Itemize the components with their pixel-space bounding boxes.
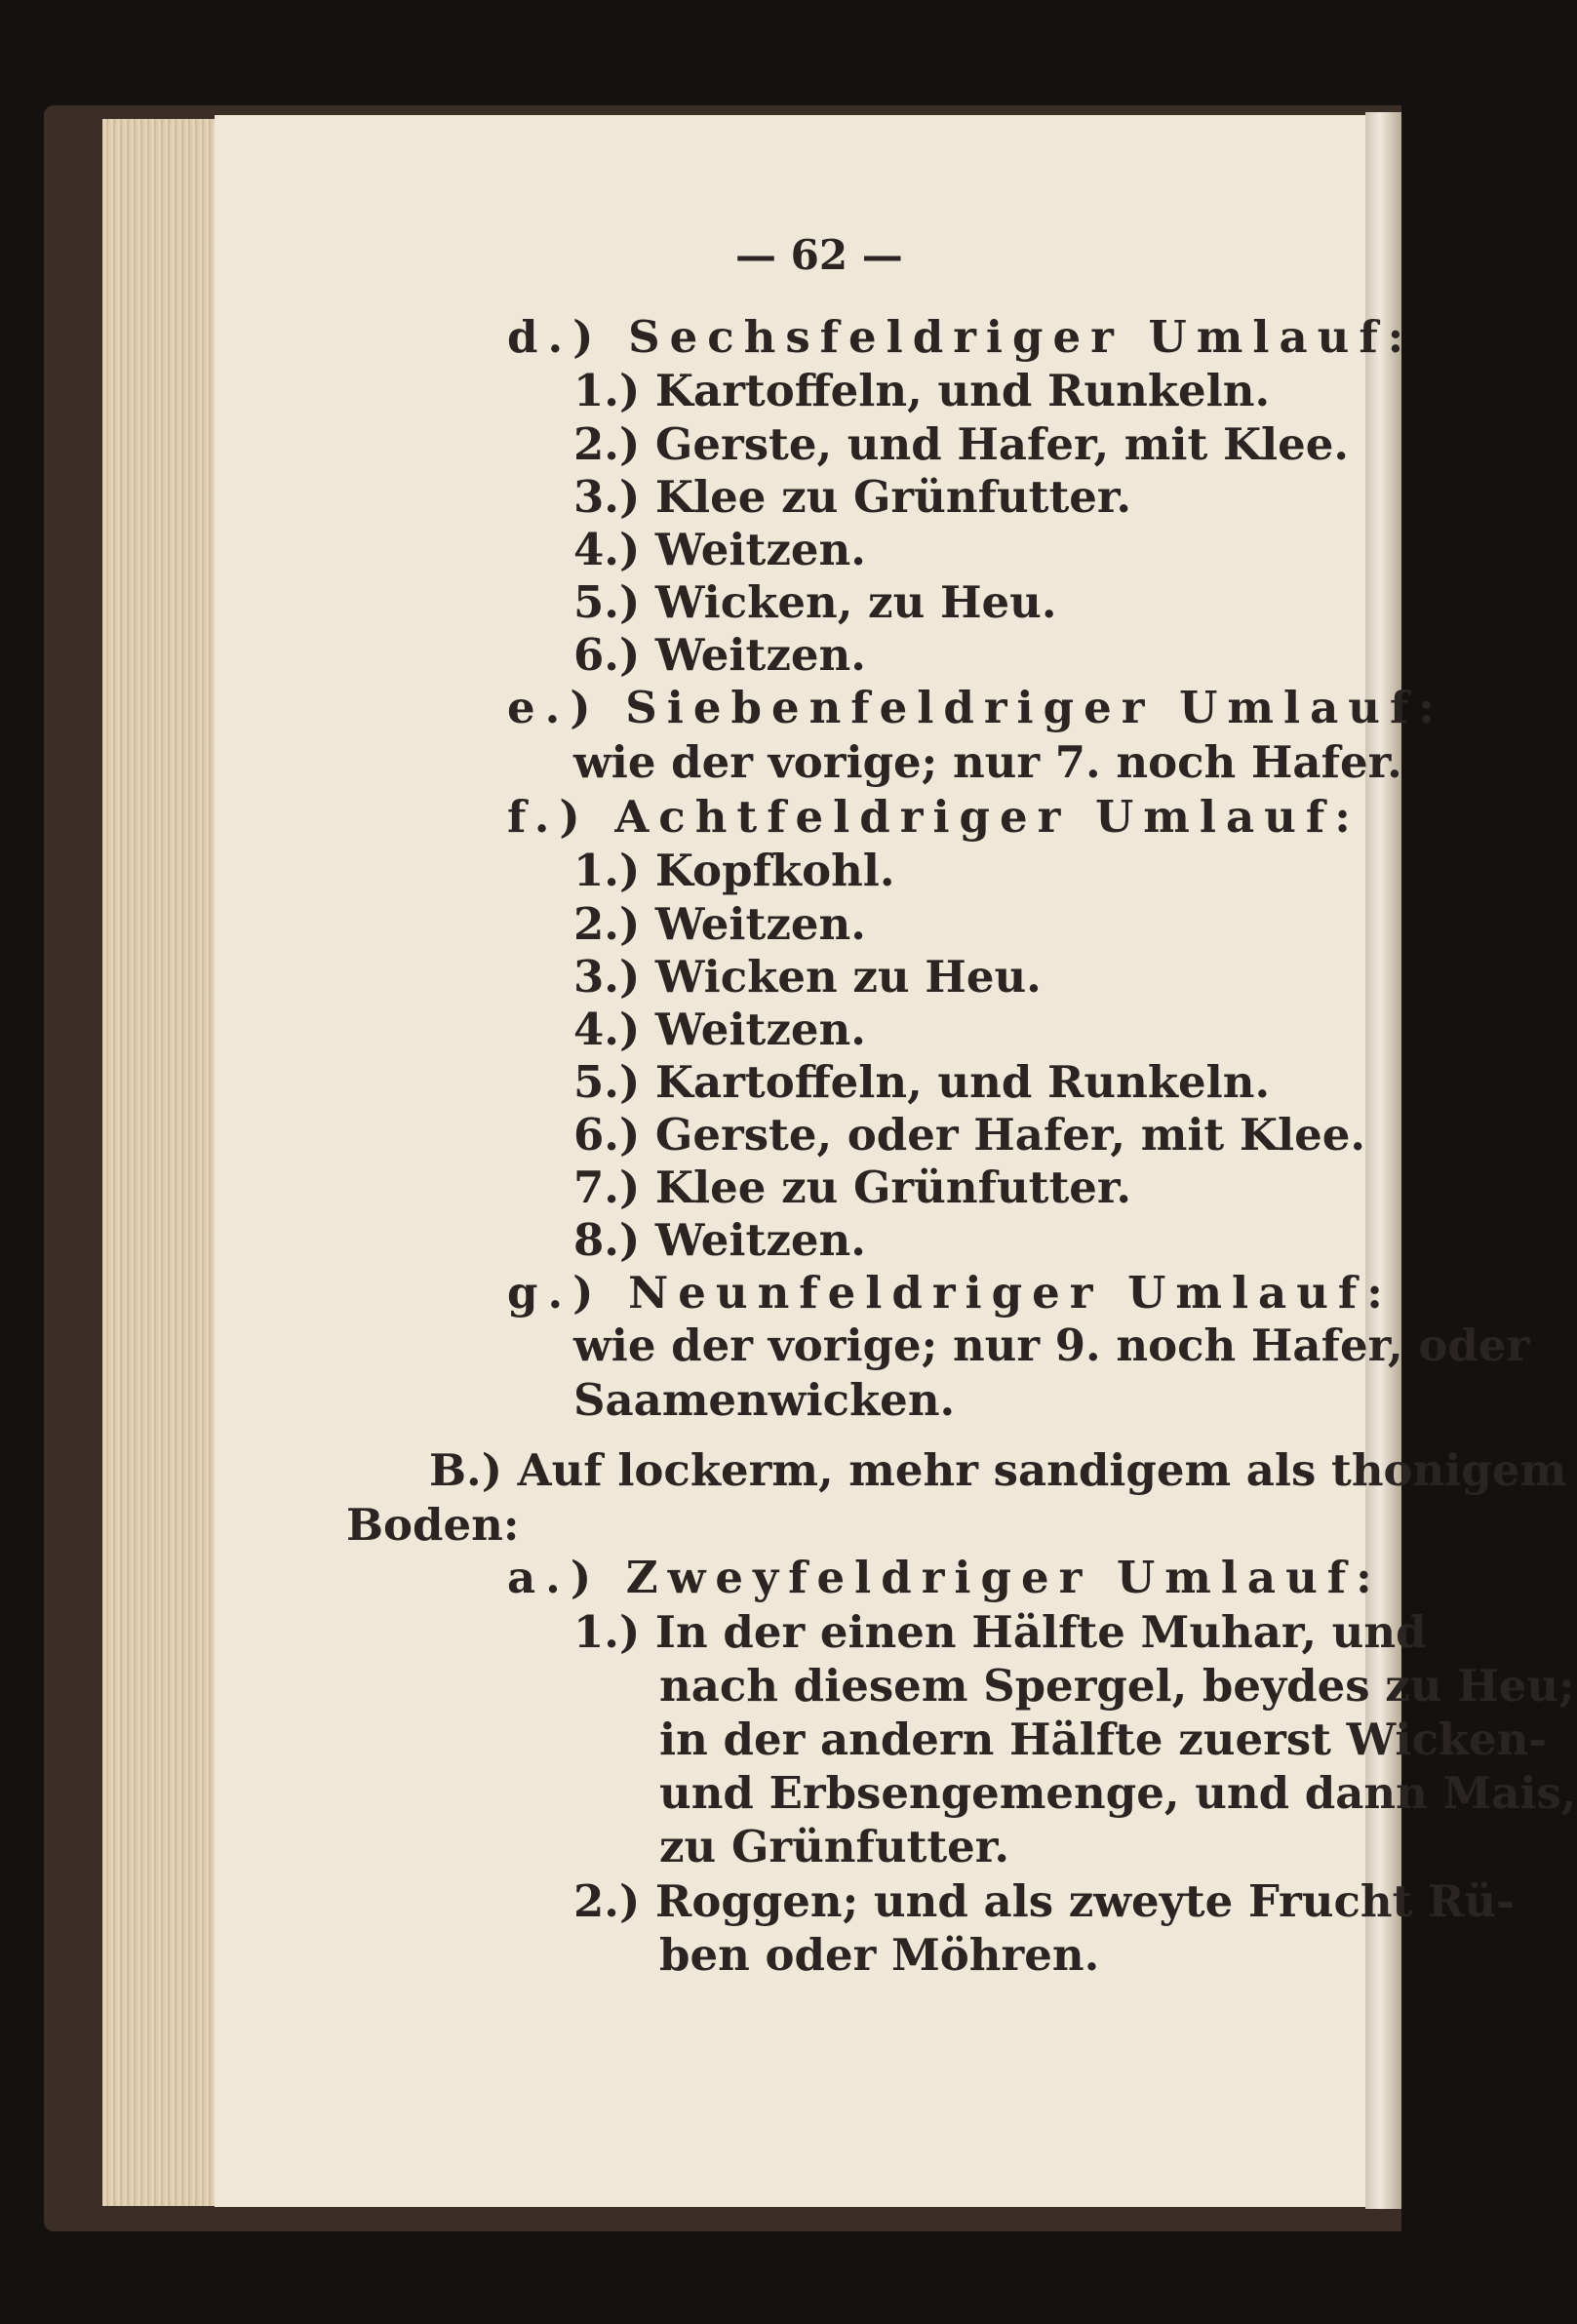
- section-g-text: Saamenwicken.: [573, 1374, 956, 1426]
- section-e-heading: e.) Siebenfeldriger Umlauf:: [507, 682, 1444, 733]
- section-b-heading: B.) Auf lockerm, mehr sandigem als thonigem: [429, 1444, 1567, 1496]
- section-b-a-item1: 1.) In der einen Hälfte Muhar, und: [573, 1606, 1427, 1658]
- section-d-item: 1.) Kartoffeln, und Runkeln.: [573, 365, 1271, 416]
- section-f-item: 2.) Weitzen.: [573, 898, 866, 950]
- section-b-a-item1: zu Grünfutter.: [659, 1821, 1010, 1872]
- section-b-a-item2: ben oder Möhren.: [659, 1929, 1100, 1981]
- section-e-text: wie der vorige; nur 7. noch Hafer.: [573, 736, 1402, 788]
- section-d-item: 2.) Gerste, und Hafer, mit Klee.: [573, 418, 1350, 470]
- section-b-a-item1: nach diesem Spergel, beydes zu Heu;: [659, 1660, 1575, 1712]
- section-b-a-heading: a.) Zweyfeldriger Umlauf:: [507, 1552, 1382, 1603]
- section-d-item: 6.) Weitzen.: [573, 629, 866, 681]
- section-d-item: 5.) Wicken, zu Heu.: [573, 576, 1057, 628]
- section-b-heading: Boden:: [346, 1499, 520, 1551]
- section-g-heading: g.) Neunfeldriger Umlauf:: [507, 1267, 1393, 1319]
- section-b-a-item1: und Erbsengemenge, und dann Mais,: [659, 1767, 1577, 1819]
- section-b-a-item1: in der andern Hälfte zuerst Wicken-: [659, 1713, 1548, 1765]
- section-g-text: wie der vorige; nur 9. noch Hafer, oder: [573, 1320, 1530, 1371]
- section-d-item: 3.) Klee zu Grünfutter.: [573, 471, 1132, 523]
- section-f-item: 6.) Gerste, oder Hafer, mit Klee.: [573, 1109, 1365, 1161]
- section-f-item: 4.) Weitzen.: [573, 1004, 866, 1055]
- page-number: — 62 —: [735, 231, 903, 279]
- page-edges: [102, 119, 217, 2206]
- section-f-item: 8.) Weitzen.: [573, 1214, 866, 1266]
- section-f-item: 1.) Kopfkohl.: [573, 845, 895, 896]
- section-d-item: 4.) Weitzen.: [573, 524, 866, 575]
- section-f-item: 3.) Wicken zu Heu.: [573, 951, 1042, 1003]
- section-f-item: 7.) Klee zu Grünfutter.: [573, 1162, 1132, 1213]
- section-f-heading: f.) Achtfeldriger Umlauf:: [507, 791, 1360, 843]
- section-b-a-item2: 2.) Roggen; und als zweyte Frucht Rü-: [573, 1875, 1515, 1927]
- section-f-item: 5.) Kartoffeln, und Runkeln.: [573, 1056, 1271, 1108]
- section-d-heading: d.) Sechsfeldriger Umlauf:: [507, 311, 1414, 363]
